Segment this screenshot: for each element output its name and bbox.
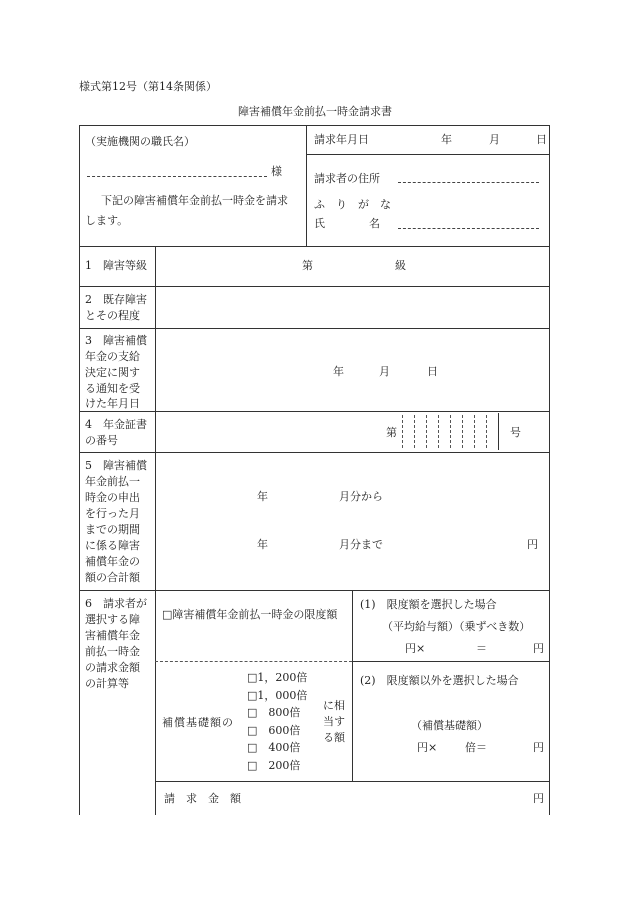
period-to-month: 月分まで [339,538,383,551]
multiplier-400[interactable]: □ 400倍 [247,741,301,754]
page-title: 障害補償年金前払一時金請求書 [238,105,392,118]
row3-label-1: 3 障害補償 [85,334,147,347]
notice-year: 年 [333,365,344,378]
certificate-go: 号 [510,426,521,439]
row5-label-2: 年金前払一 [85,475,140,488]
case1-calc-yen: 円× [405,642,426,655]
form-code: 様式第12号（第14条関係） [79,80,217,93]
claim-amount-yen: 円 [533,792,544,805]
row6-label-5: の請求金額 [85,661,140,674]
request-date-label: 請求年月日 [314,133,369,146]
row3-label-4: る通知を受 [85,382,140,395]
row2-label: 2 既存障害 [85,293,147,306]
multiplier-200[interactable]: □ 200倍 [247,759,301,772]
sama-label: 様 [271,165,282,178]
grade-dai: 第 [302,259,313,272]
row5-label-1: 5 障害補償 [85,459,147,472]
row3-label-2: 年金の支給 [85,350,140,363]
equivalent-text-3: る額 [323,731,345,744]
row6-label-1: 6 請求者が [85,597,147,610]
row6-label-3: 害補償年金 [85,629,140,642]
limit-checkbox-label[interactable]: □障害補償年金前払一時金の限度額 [162,608,338,621]
furigana-label: ふ り が な [314,198,391,211]
notice-day: 日 [427,365,438,378]
name-input[interactable] [398,228,539,229]
address-label: 請求者の住所 [314,172,380,185]
multiplier-1200[interactable]: □1，200倍 [247,671,308,684]
multiplier-600[interactable]: □ 600倍 [247,724,301,737]
row5-label-8: 額の合計額 [85,571,140,584]
certificate-dai: 第 [386,426,397,439]
request-text: 下記の障害補償年金前払一時金を請求 [101,194,288,207]
case2-calc-yen: 円× [417,741,438,754]
total-yen: 円 [527,538,538,551]
period-to-year: 年 [257,538,268,551]
row5-label-7: 補償年金の [85,555,140,568]
row5-label-3: 時金の申出 [85,491,140,504]
request-text-cont: します。 [85,214,129,227]
case2-title: (2) 限度額以外を選択した場合 [360,674,519,687]
date-day: 日 [536,133,547,146]
row3-label-5: けた年月日 [85,397,140,410]
case2-subtitle: （補償基礎額） [411,719,488,732]
addressee-input[interactable] [87,176,267,177]
case1-title: (1) 限度額を選択した場合 [360,598,497,611]
case1-calc-equals: ＝ [476,642,487,655]
case1-subtitle: （平均給与額）（乗ずべき数） [382,620,531,633]
period-from-month: 月分から [339,490,383,503]
row5-label-4: を行った月 [85,507,140,520]
row6-label-6: の計算等 [85,677,129,690]
row6-label-2: 選択する障 [85,613,140,626]
case1-calc-result-yen: 円 [533,642,544,655]
date-month: 月 [489,133,500,146]
claim-amount-label: 請 求 金 額 [164,792,241,805]
case2-calc-result-yen: 円 [533,741,544,754]
equivalent-text-1: に相 [323,699,345,712]
case2-calc-bai: 倍＝ [465,741,487,754]
row5-label-5: までの期間 [85,523,140,536]
grade-kyu: 級 [395,259,406,272]
row3-label-3: 決定に関す [85,366,140,379]
equivalent-text-2: 当す [323,715,345,728]
row6-label-4: 前払一時金 [85,645,140,658]
row5-label-6: に係る障害 [85,539,140,552]
row2-label-cont: とその程度 [85,309,140,322]
multiplier-1000[interactable]: □1，000倍 [247,689,308,702]
row1-label: 1 障害等級 [85,259,147,272]
period-from-year: 年 [257,490,268,503]
row4-label-cont: の番号 [85,434,118,447]
date-year: 年 [441,133,452,146]
name-label: 氏 名 [314,217,380,230]
notice-month: 月 [379,365,390,378]
address-input[interactable] [398,182,539,183]
base-amount-label: 補償基礎額の [162,716,234,729]
multiplier-800[interactable]: □ 800倍 [247,706,301,719]
row4-label: 4 年金証書 [85,418,147,431]
addressee-label: （実施機関の職氏名） [85,135,195,148]
